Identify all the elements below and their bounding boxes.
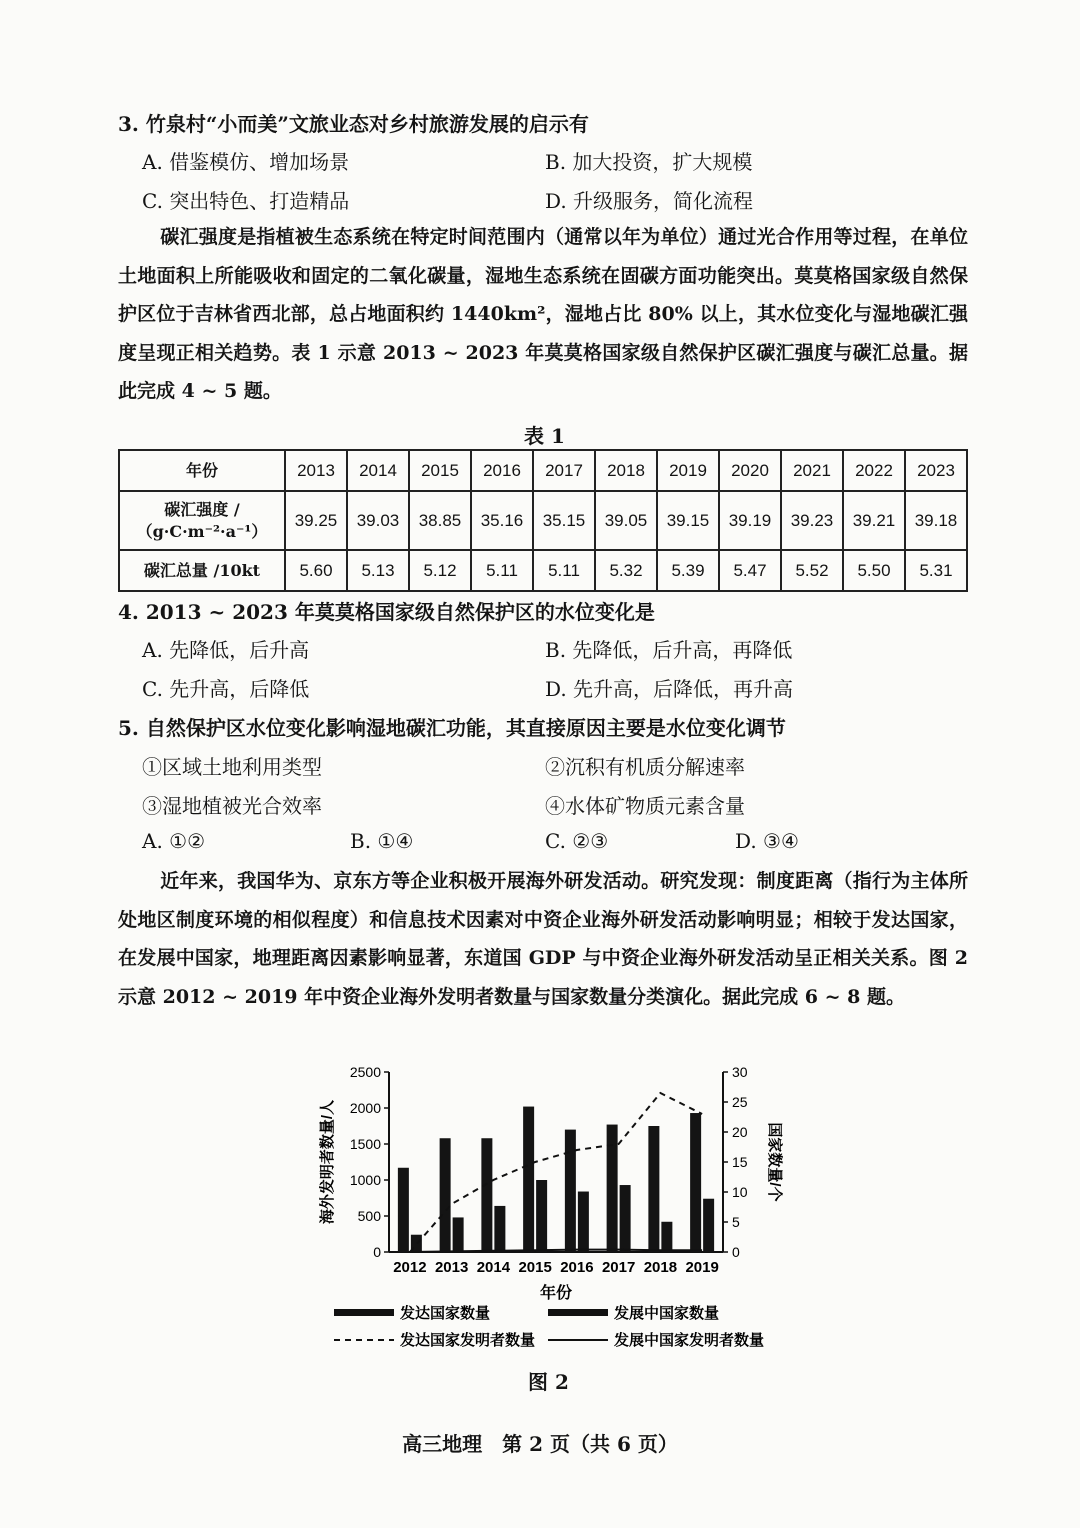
x-tick-label: 2019 bbox=[685, 1259, 719, 1276]
total-cell: 5.50 bbox=[843, 550, 905, 591]
year-cell: 2015 bbox=[409, 450, 471, 491]
page-footer: 高三地理 第 2 页（共 6 页） bbox=[402, 1432, 678, 1456]
x-tick-label: 2014 bbox=[476, 1259, 511, 1276]
q5-option-b: B. ①④ bbox=[350, 829, 414, 853]
bar-developing-count bbox=[620, 1185, 631, 1252]
question-3-stem: 3. 竹泉村“小而美”文旅业态对乡村旅游发展的启示有 bbox=[118, 112, 589, 136]
q3-option-d: D. 升级服务，简化流程 bbox=[545, 189, 754, 213]
right-tick-label: 10 bbox=[732, 1184, 748, 1200]
bar-developed-count bbox=[481, 1138, 492, 1252]
total-cell: 5.12 bbox=[409, 550, 471, 591]
total-cell: 5.52 bbox=[781, 550, 843, 591]
bar-developing-count bbox=[703, 1199, 714, 1252]
year-cell: 2022 bbox=[843, 450, 905, 491]
total-cell: 5.13 bbox=[347, 550, 409, 591]
question-5-stem: 5. 自然保护区水位变化影响湿地碳汇功能，其直接原因主要是水位变化调节 bbox=[118, 716, 786, 740]
legend-label-developed-count: 发达国家数量 bbox=[400, 1305, 491, 1322]
intensity-cell: 39.19 bbox=[719, 491, 781, 550]
q5-option-c: C. ②③ bbox=[545, 829, 609, 853]
table-1-caption: 表 1 bbox=[524, 424, 565, 448]
x-tick-label: 2013 bbox=[434, 1259, 469, 1276]
bar-developed-count bbox=[607, 1125, 618, 1252]
q3-option-c: C. 突出特色、打造精品 bbox=[142, 189, 350, 213]
intensity-cell: 39.05 bbox=[595, 491, 657, 550]
intensity-cell: 39.23 bbox=[781, 491, 843, 550]
bar-developing-count bbox=[661, 1222, 672, 1252]
q3-option-b: B. 加大投资，扩大规模 bbox=[545, 150, 753, 174]
right-tick-label: 20 bbox=[732, 1124, 748, 1140]
x-axis-title: 年份 bbox=[539, 1285, 573, 1302]
bar-developed-count bbox=[398, 1168, 409, 1252]
q4-option-c: C. 先升高，后降低 bbox=[142, 677, 310, 701]
bar-developing-count bbox=[494, 1206, 505, 1252]
legend-label-developed-inventors: 发达国家发明者数量 bbox=[400, 1332, 536, 1349]
q5-item-1: ①区域土地利用类型 bbox=[142, 755, 322, 779]
year-cell: 2019 bbox=[657, 450, 719, 491]
intensity-cell: 39.18 bbox=[905, 491, 967, 550]
table-1 bbox=[118, 449, 968, 592]
table-header-label: 年份 bbox=[119, 450, 285, 491]
bar-developed-count bbox=[440, 1138, 451, 1252]
left-axis-title: 海外发明者数量/人 bbox=[319, 1099, 336, 1225]
total-cell: 5.39 bbox=[657, 550, 719, 591]
passage-carbon-sink bbox=[118, 218, 968, 411]
q4-option-b: B. 先降低，后升高，再降低 bbox=[545, 638, 793, 662]
intensity-cell: 39.03 bbox=[347, 491, 409, 550]
bar-developing-count bbox=[453, 1217, 464, 1252]
q5-item-2: ②沉积有机质分解速率 bbox=[545, 755, 745, 779]
intensity-cell: 35.16 bbox=[471, 491, 533, 550]
intensity-cell: 39.21 bbox=[843, 491, 905, 550]
left-tick-label: 0 bbox=[373, 1244, 381, 1260]
q5-item-4: ④水体矿物质元素含量 bbox=[545, 794, 745, 818]
left-tick-label: 1000 bbox=[349, 1172, 381, 1188]
left-tick-label: 2500 bbox=[349, 1064, 381, 1080]
row-label-total: 碳汇总量 /10kt bbox=[119, 550, 285, 591]
q5-option-d: D. ③④ bbox=[735, 829, 799, 853]
q5-item-3: ③湿地植被光合效率 bbox=[142, 794, 322, 818]
right-tick-label: 25 bbox=[732, 1094, 748, 1110]
legend-swatch-developed-count bbox=[334, 1309, 394, 1316]
legend-swatch-developing-count bbox=[548, 1309, 608, 1316]
year-cell: 2017 bbox=[533, 450, 595, 491]
bar-developed-count bbox=[690, 1113, 701, 1252]
passage-carbon-sink-text: 碳汇强度是指植被生态系统在特定时间范围内（通常以年为单位）通过光合作用等过程，在单位土地面积上所能吸收和固定的二氧化碳量，湿地生态系统在固碳方面功能突出。莫莫格国家级自然保护区位于吉林省西北部，总占地面积约 1440km²，湿地占比 80% 以上，其水位变化与湿地碳汇强度呈现正相关趋势。表 1 示意 2013 ~ 2023 年莫莫格国家级自然保护区碳汇强度与碳汇总量。据此完成 4 ~ 5 题。 bbox=[118, 226, 968, 402]
intensity-cell: 39.15 bbox=[657, 491, 719, 550]
q3-option-a: A. 借鉴模仿、增加场景 bbox=[142, 150, 350, 174]
bar-developing-count bbox=[578, 1192, 589, 1252]
legend-label-developing-inventors: 发展中国家发明者数量 bbox=[614, 1332, 765, 1349]
x-tick-label: 2015 bbox=[518, 1259, 552, 1276]
question-4-stem: 4. 2013 ~ 2023 年莫莫格国家级自然保护区的水位变化是 bbox=[118, 600, 655, 624]
x-tick-label: 2017 bbox=[601, 1259, 636, 1276]
bar-developed-count bbox=[648, 1126, 659, 1252]
passage-overseas-rd-text: 近年来，我国华为、京东方等企业积极开展海外研发活动。研究发现：制度距离（指行为主体所处地区制度环境的相似程度）和信息技术因素对中资企业海外研发活动影响明显；相较于发达国家，在发展中国家，地理距离因素影响显著，东道国 GDP 与中资企业海外研发活动呈正相关关系。图 2 示意 2012 ~ 2019 年中资企业海外发明者数量与国家数量分类演化。据此完成 6 ~ 8 题。 bbox=[118, 870, 968, 1008]
intensity-cell: 35.15 bbox=[533, 491, 595, 550]
year-cell: 2021 bbox=[781, 450, 843, 491]
row-label-intensity bbox=[119, 491, 285, 550]
year-cell: 2023 bbox=[905, 450, 967, 491]
left-tick-label: 2000 bbox=[349, 1100, 381, 1116]
q4-option-d: D. 先升高，后降低，再升高 bbox=[545, 677, 794, 701]
intensity-cell: 38.85 bbox=[409, 491, 471, 550]
total-cell: 5.47 bbox=[719, 550, 781, 591]
right-axis-title: 国家数量/个 bbox=[766, 1122, 783, 1202]
row-label-intensity-line1: 碳汇强度 / bbox=[164, 499, 240, 519]
figure-2-chart bbox=[300, 1060, 800, 1360]
q4-option-a: A. 先降低，后升高 bbox=[142, 638, 310, 662]
x-tick-label: 2012 bbox=[393, 1259, 427, 1276]
total-cell: 5.32 bbox=[595, 550, 657, 591]
total-cell: 5.11 bbox=[533, 550, 595, 591]
bar-developing-count bbox=[536, 1180, 547, 1252]
passage-overseas-rd bbox=[118, 862, 968, 1016]
figure-2-caption: 图 2 bbox=[528, 1370, 569, 1394]
year-cell: 2013 bbox=[285, 450, 347, 491]
bar-developed-count bbox=[523, 1107, 534, 1252]
right-tick-label: 0 bbox=[732, 1244, 740, 1260]
total-cell: 5.60 bbox=[285, 550, 347, 591]
x-tick-label: 2018 bbox=[643, 1259, 678, 1276]
year-cell: 2016 bbox=[471, 450, 533, 491]
chart-legend bbox=[334, 1304, 764, 1349]
legend-label-developing-count: 发展中国家数量 bbox=[614, 1305, 720, 1322]
q5-option-a: A. ①② bbox=[142, 829, 206, 853]
intensity-cell: 39.25 bbox=[285, 491, 347, 550]
right-tick-label: 30 bbox=[732, 1064, 748, 1080]
left-tick-label: 1500 bbox=[349, 1136, 381, 1152]
right-tick-label: 5 bbox=[732, 1214, 740, 1230]
row-label-intensity-line2: （g·C·m⁻²·a⁻¹） bbox=[136, 521, 268, 541]
total-cell: 5.11 bbox=[471, 550, 533, 591]
year-cell: 2018 bbox=[595, 450, 657, 491]
x-tick-label: 2016 bbox=[560, 1259, 594, 1276]
year-cell: 2014 bbox=[347, 450, 409, 491]
right-tick-label: 15 bbox=[732, 1154, 748, 1170]
total-cell: 5.31 bbox=[905, 550, 967, 591]
left-tick-label: 500 bbox=[357, 1208, 381, 1224]
year-cell: 2020 bbox=[719, 450, 781, 491]
bar-developed-count bbox=[565, 1130, 576, 1252]
